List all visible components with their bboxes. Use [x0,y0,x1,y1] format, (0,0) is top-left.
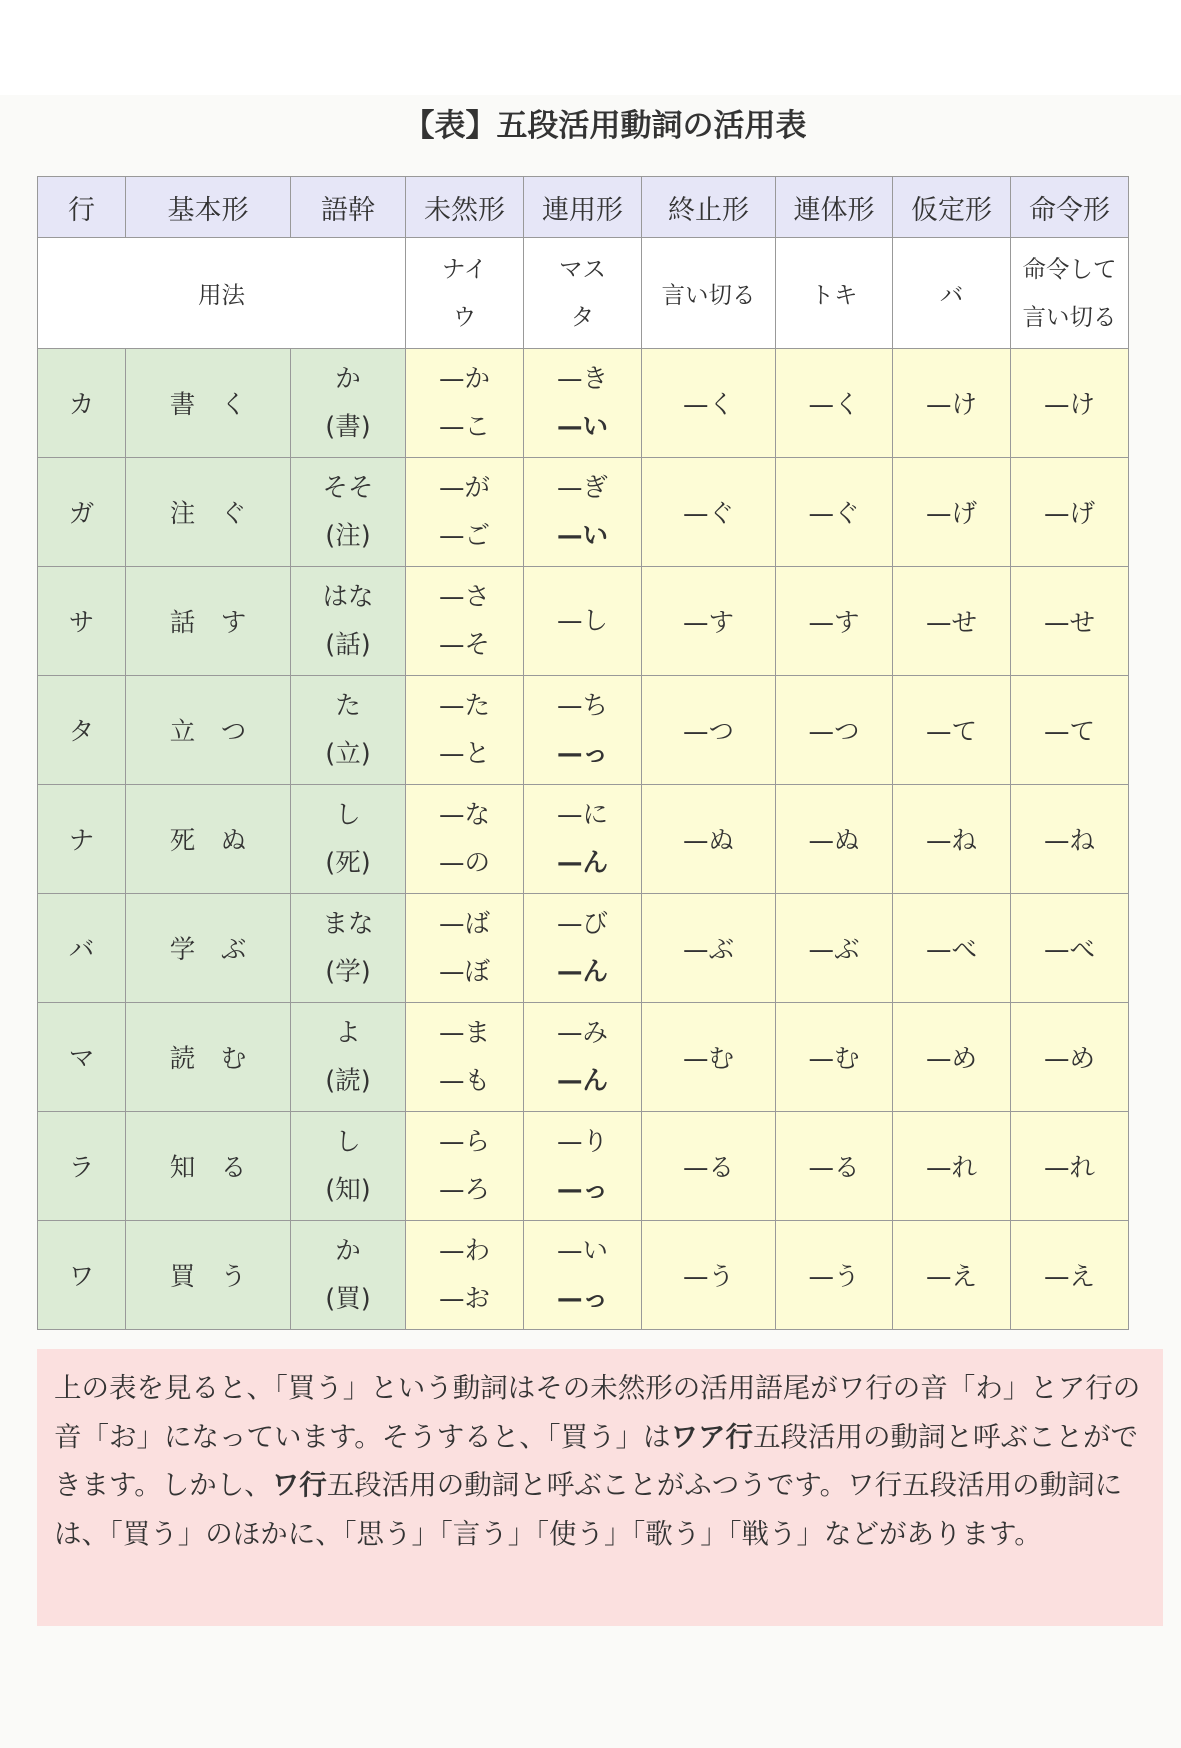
gyou-cell: ガ [38,458,126,567]
table-row [38,1112,1129,1221]
conjugation-table [37,176,1129,1330]
note-text: 五段活用の動詞と呼ぶことができます。しかし、 [54,1420,1139,1501]
meireikei-cell: —け [1011,349,1129,458]
header-gyou: 行 [38,177,126,238]
rentaikei-cell: —す [776,567,893,676]
renyoukei-ending: —ぎ [556,473,608,503]
kateikei-cell: —ね [893,785,1011,894]
meireikei-cell: —ね [1011,785,1129,894]
renyoukei-cell [524,1112,642,1221]
gokan-kanji: (死) [325,848,371,878]
shuushikei-cell: —ぶ [642,894,776,1003]
gokan-cell [291,567,406,676]
mizenkei-cell [406,894,524,1003]
renyoukei-ending: —び [556,909,608,939]
kihonkei-cell: 知 る [126,1112,291,1221]
kihonkei-cell: 読 む [126,1003,291,1112]
kihonkei-cell: 学 ぶ [126,894,291,1003]
usage-mizenkei [406,238,524,349]
table-row [38,894,1129,1003]
gokan-reading: し [335,800,361,830]
gokan-reading: そそ [322,473,374,503]
page-title: 【表】五段活用動詞の活用表 [403,108,807,144]
mizenkei-ending: —そ [438,630,490,660]
mizenkei-cell [406,567,524,676]
usage-rentaikei: トキ [776,238,893,349]
meireikei-cell: —べ [1011,894,1129,1003]
kihonkei-cell: 話 す [126,567,291,676]
table-row [38,458,1129,567]
mizenkei-cell [406,1112,524,1221]
header-meireikei: 命令形 [1011,177,1129,238]
mizenkei-cell [406,676,524,785]
usage-text: 命令して [1022,255,1117,283]
header-kihonkei: 基本形 [126,177,291,238]
rentaikei-cell: —ぶ [776,894,893,1003]
usage-text: ウ [452,303,477,331]
gokan-cell [291,458,406,567]
gokan-cell [291,676,406,785]
gokan-cell [291,1003,406,1112]
rentaikei-cell: —く [776,349,893,458]
usage-text: ナイ [441,255,488,283]
gyou-cell: マ [38,1003,126,1112]
mizenkei-ending: —の [438,848,490,878]
meireikei-cell: —て [1011,676,1129,785]
mizenkei-ending: —な [438,800,490,830]
gokan-reading: はな [322,582,374,612]
note-emphasis: ワ行 [271,1469,327,1501]
renyoukei-onbin-ending: —ん [556,1066,608,1096]
renyoukei-cell [524,1221,642,1330]
renyoukei-cell [524,676,642,785]
gyou-cell: ワ [38,1221,126,1330]
renyoukei-ending: —き [556,364,608,394]
mizenkei-cell [406,1003,524,1112]
renyoukei-onbin-ending: —い [556,521,608,551]
gokan-kanji: (書) [325,412,371,442]
gyou-cell: カ [38,349,126,458]
shuushikei-cell: —す [642,567,776,676]
mizenkei-cell [406,1221,524,1330]
gyou-cell: バ [38,894,126,1003]
gokan-kanji: (話) [325,630,371,660]
kateikei-cell: —せ [893,567,1011,676]
gokan-reading: まな [322,909,374,939]
header-shuushikei: 終止形 [642,177,776,238]
kihonkei-cell: 買 う [126,1221,291,1330]
gokan-kanji: (立) [325,739,371,769]
shuushikei-cell: —う [642,1221,776,1330]
mizenkei-cell [406,785,524,894]
kateikei-cell: —け [893,349,1011,458]
renyoukei-ending: —ち [556,691,608,721]
table-row [38,785,1129,894]
renyoukei-cell [524,458,642,567]
usage-meireikei [1011,238,1129,349]
gokan-kanji: (注) [325,521,371,551]
rentaikei-cell: —つ [776,676,893,785]
header-gokan: 語幹 [291,177,406,238]
header-row [38,177,1129,238]
renyoukei-cell [524,894,642,1003]
mizenkei-ending: —も [438,1066,490,1096]
renyoukei-onbin-ending: —っ [556,1284,608,1314]
shuushikei-cell: —む [642,1003,776,1112]
table-row [38,1221,1129,1330]
rentaikei-cell: —ぐ [776,458,893,567]
mizenkei-ending: —か [438,364,490,394]
usage-text: タ [570,303,595,331]
mizenkei-ending: —お [438,1284,490,1314]
renyoukei-cell [524,349,642,458]
gyou-cell: タ [38,676,126,785]
gokan-reading: か [335,364,361,394]
renyoukei-ending: —み [556,1018,608,1048]
header-renyoukei: 連用形 [524,177,642,238]
gokan-cell [291,894,406,1003]
usage-text: 言い切る [1022,303,1117,331]
gokan-cell [291,1221,406,1330]
meireikei-cell: —え [1011,1221,1129,1330]
rentaikei-cell: —ぬ [776,785,893,894]
renyoukei-cell [524,567,642,676]
renyoukei-onbin-ending: —ん [556,848,608,878]
rentaikei-cell: —る [776,1112,893,1221]
gokan-cell [291,349,406,458]
note-emphasis: ワア行 [670,1420,754,1453]
gokan-kanji: (学) [325,957,371,987]
gokan-reading: よ [335,1018,361,1048]
renyoukei-onbin-ending: —っ [556,1175,608,1205]
mizenkei-ending: —ぼ [438,957,490,987]
meireikei-cell: —め [1011,1003,1129,1112]
kateikei-cell: —げ [893,458,1011,567]
mizenkei-cell [406,458,524,567]
shuushikei-cell: —ぬ [642,785,776,894]
renyoukei-ending: —い [556,1236,608,1266]
meireikei-cell: —せ [1011,567,1129,676]
rentaikei-cell: —む [776,1003,893,1112]
renyoukei-onbin-ending: —い [556,412,608,442]
mizenkei-ending: —ま [438,1018,490,1048]
gyou-cell: サ [38,567,126,676]
header-rentaikei: 連体形 [776,177,893,238]
kihonkei-cell: 死 ぬ [126,785,291,894]
renyoukei-onbin-ending: —っ [556,739,608,769]
header-kateikei: 仮定形 [893,177,1011,238]
renyoukei-ending: —に [556,800,608,830]
renyoukei-cell [524,785,642,894]
mizenkei-ending: —こ [438,412,490,442]
kateikei-cell: —え [893,1221,1011,1330]
renyoukei-ending: —り [556,1127,608,1157]
gyou-cell: ナ [38,785,126,894]
gokan-kanji: (買) [325,1284,371,1314]
renyoukei-ending: —し [556,606,608,636]
explanation-note [37,1349,1163,1626]
kateikei-cell: —め [893,1003,1011,1112]
gokan-reading: た [335,691,361,721]
renyoukei-cell [524,1003,642,1112]
kateikei-cell: —れ [893,1112,1011,1221]
shuushikei-cell: —つ [642,676,776,785]
mizenkei-ending: —た [438,691,490,721]
usage-row [38,238,1129,349]
note-text: 上の表を見ると、「買う」という動詞はその未然形の活用語尾がワ行の音「わ」とア行の音「お」になっています。そうすると、「買う」は [54,1372,1141,1453]
gokan-reading: か [335,1236,361,1266]
usage-shuushikei: 言い切る [642,238,776,349]
mizenkei-ending: —が [438,473,490,503]
mizenkei-ending: —ろ [438,1175,490,1205]
gokan-kanji: (読) [325,1066,371,1096]
usage-kateikei: バ [893,238,1011,349]
gokan-cell [291,785,406,894]
table-row [38,567,1129,676]
kateikei-cell: —て [893,676,1011,785]
mizenkei-ending: —ら [438,1127,490,1157]
kateikei-cell: —べ [893,894,1011,1003]
shuushikei-cell: —く [642,349,776,458]
mizenkei-ending: —ご [438,521,490,551]
kihonkei-cell: 注 ぐ [126,458,291,567]
meireikei-cell: —れ [1011,1112,1129,1221]
mizenkei-ending: —さ [438,582,490,612]
shuushikei-cell: —ぐ [642,458,776,567]
mizenkei-ending: —ば [438,909,490,939]
table-row [38,349,1129,458]
shuushikei-cell: —る [642,1112,776,1221]
header-mizenkei: 未然形 [406,177,524,238]
rentaikei-cell: —う [776,1221,893,1330]
kihonkei-cell: 立 つ [126,676,291,785]
note-text: 五段活用の動詞と呼ぶことがふつうです。ワ行五段活用の動詞には、「買う」のほかに、「思う」「言う」「使う」「歌う」「戦う」などがあります。 [54,1469,1123,1550]
gokan-cell [291,1112,406,1221]
mizenkei-cell [406,349,524,458]
usage-label: 用法 [38,238,406,349]
table-row [38,1003,1129,1112]
renyoukei-onbin-ending: —ん [556,957,608,987]
gyou-cell: ラ [38,1112,126,1221]
gokan-reading: し [335,1127,361,1157]
mizenkei-ending: —わ [438,1236,490,1266]
gokan-kanji: (知) [325,1175,371,1205]
usage-text: マス [559,255,606,283]
kihonkei-cell: 書 く [126,349,291,458]
meireikei-cell: —げ [1011,458,1129,567]
mizenkei-ending: —と [438,739,490,769]
table-row [38,676,1129,785]
usage-renyoukei [524,238,642,349]
